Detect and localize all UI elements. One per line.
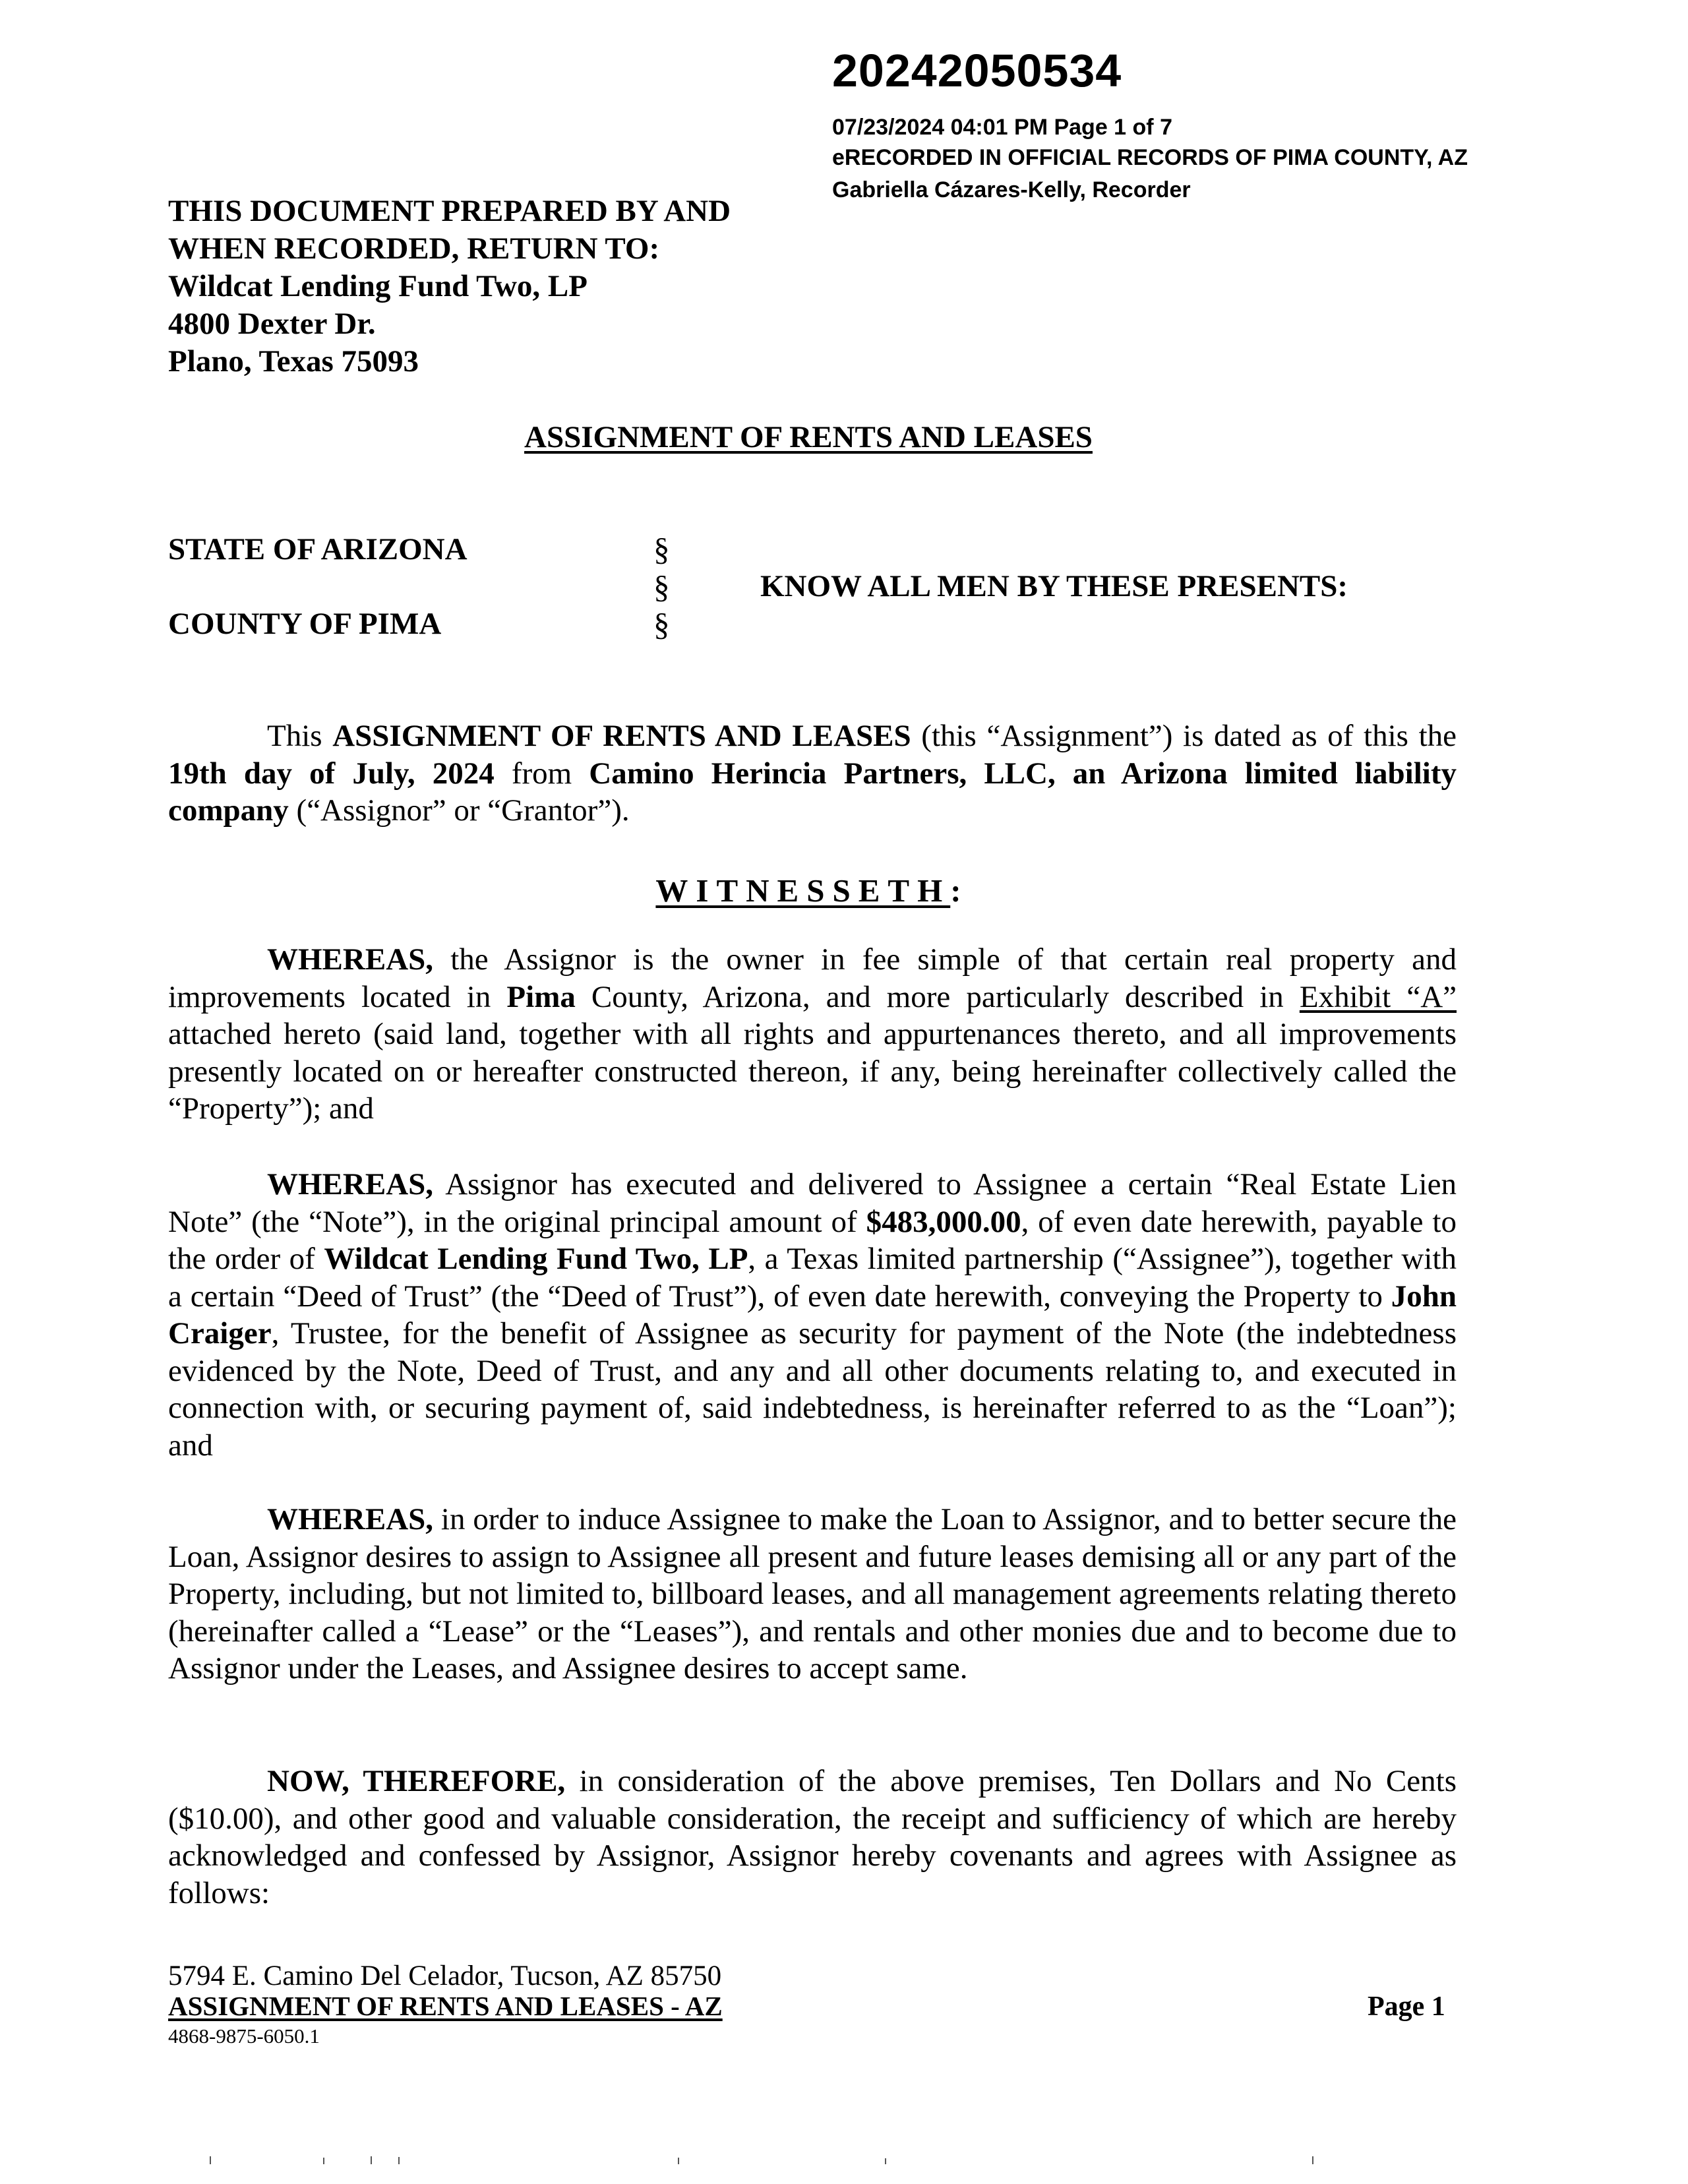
scan-speck [371,2156,372,2164]
whereas-property-paragraph: WHEREAS, the Assignor is the owner in fee simple of that certain real property and improvements located in Pima County, Arizona, and more particularly described in Exhibit “A” attached hereto (said land, together with all rights and appurtenances thereto, and all improvements presently located on or hereafter constructed thereon, if any, being hereinafter collectively called the “Property”); and [168,942,1457,1126]
scan-speck [398,2157,400,2164]
prepared-by-line: 4800 Dexter Dr. [168,307,376,341]
county-caption: COUNTY OF PIMA [168,607,442,641]
section-symbol: § [653,568,670,605]
scan-speck [323,2158,324,2164]
state-caption: STATE OF ARIZONA [168,532,467,566]
page-number: Page 1 [1368,1991,1445,2022]
prepared-by-line: WHEN RECORDED, RETURN TO: [168,231,660,266]
exhibit-a-reference: Exhibit “A” [1299,979,1457,1014]
prepared-by-line: Wildcat Lending Fund Two, LP [168,269,588,303]
scan-speck [678,2158,679,2164]
scan-speck [210,2156,211,2164]
now-therefore-paragraph: NOW, THEREFORE, in consideration of the above premises, Ten Dollars and No Cents ($10.00), and other good and valuable consideration, the receipt and sufficiency of which are hereby acknowledged and confessed by Assignor, Assignor hereby covenants and agrees with Assignee as follows: [168,1764,1457,1910]
know-all-men-heading: KNOW ALL MEN BY THESE PRESENTS: [760,569,1348,603]
prepared-by-block [168,193,731,380]
recording-datetime-page: 07/23/2024 04:01 PM Page 1 of 7 [832,115,1172,140]
prepared-by-line: Plano, Texas 75093 [168,344,419,379]
prepared-by-line: THIS DOCUMENT PREPARED BY AND [168,194,731,228]
scan-speck [885,2158,886,2164]
document-title: ASSIGNMENT OF RENTS AND LEASES [524,420,1093,454]
intro-paragraph: This ASSIGNMENT OF RENTS AND LEASES (this “Assignment”) is dated as of this the 19th day of July, 2024 from Camino Herincia Partners, LLC, an Arizona limited liability company (“Assignor” or “Grantor”). [168,719,1457,828]
footer-document-id: 4868-9875-6050.1 [168,2024,320,2048]
recorder-name: Gabriella Cázares-Kelly, Recorder [832,177,1191,202]
property-address: 5794 E. Camino Del Celador, Tucson, AZ 85750 [168,1960,722,1991]
section-symbol: § [653,606,670,642]
witnesseth-heading: WITNESSETH: [655,872,961,909]
whereas-leases-paragraph: WHEREAS, in order to induce Assignee to make the Loan to Assignor, and to better secure the Loan, Assignor desires to assign to Assignee all present and future leases demising all or any part of the Property, including, but not limited to, billboard leases, and all management agreements relating thereto (hereinafter called a “Lease” or the “Leases”), and rentals and other monies due and to become due to Assignor under the Leases, and Assignee desires to accept same. [168,1502,1457,1685]
whereas-note-paragraph: WHEREAS, Assignor has executed and delivered to Assignee a certain “Real Estate Lien Note” (the “Note”), in the original principal amount of $483,000.00, of even date herewith, payable to the order of Wildcat Lending Fund Two, LP, a Texas limited partnership (“Assignee”), together with a certain “Deed of Trust” (the “Deed of Trust”), of even date herewith, conveying the Property to John Craiger, Trustee, for the benefit of Assignee as security for payment of the Note (the indebtedness evidenced by the Note, Deed of Trust, and any and all other documents relating to, and executed in connection with, or securing payment of, said indebtedness, is hereinafter referred to as the “Loan”); and [168,1167,1457,1463]
recording-number: 20242050534 [832,45,1122,96]
footer-document-title: ASSIGNMENT OF RENTS AND LEASES - AZ [168,1991,723,2021]
recording-office: eRECORDED IN OFFICIAL RECORDS OF PIMA COUNTY, AZ [832,145,1468,170]
scan-speck [1312,2156,1313,2164]
section-symbol: § [653,531,670,567]
